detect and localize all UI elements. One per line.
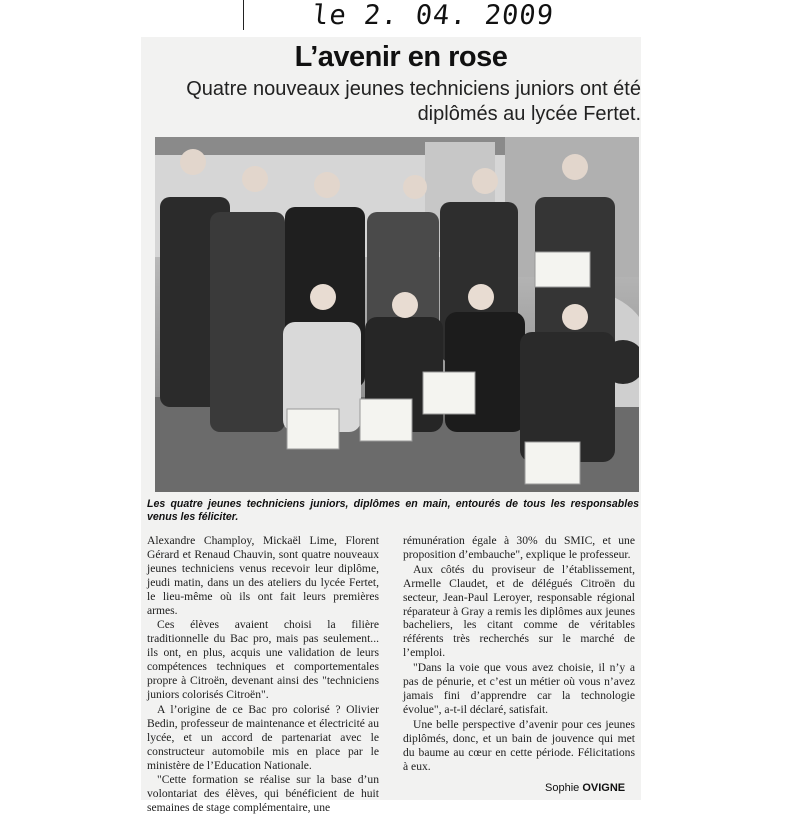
- article-column-left: [147, 534, 379, 816]
- article-paragraph: Alexandre Champloy, Mickaël Lime, Florent Gérard et Renaud Chauvin, sont quatre nouveaux jeunes techniciens venus recevoir leur diplôme, jeudi matin, dans un des ateliers du lycée Fertet, le lieu-même où ils ont fait leurs premières armes.: [147, 534, 379, 617]
- handwritten-date: le 2. 04. 2009: [310, 0, 556, 31]
- article-paragraph: rémunération égale à 30% du SMIC, et une proposition d’embauche", explique le professeur.: [403, 534, 635, 561]
- article-column-right: [403, 534, 635, 774]
- photo-caption: Les quatre jeunes techniciens juniors, diplômes en main, entourés de tous les responsables venus les féliciter.: [147, 498, 639, 523]
- author-first-name: Sophie: [545, 782, 580, 794]
- article-paragraph: "Dans la voie que vous avez choisie, il n’y a pas de pénurie, et c’est un métier où vous n’avez jamais fini d’apprendre car la technologie évolue", a-t-il déclaré, satisfait.: [403, 661, 635, 716]
- article-subheadline: Quatre nouveaux jeunes techniciens juniors ont été diplômés au lycée Fertet.: [186, 78, 641, 125]
- article-paragraph: A l’origine de ce Bac pro colorisé ? Olivier Bedin, professeur de maintenance et électricité au lycée, et un accord de partenariat avec le constructeur automobile mis en place par le ministère de l’Education Nationale.: [147, 702, 379, 772]
- margin-line: [243, 0, 244, 30]
- article-paragraph: Ces élèves avaient choisi la filière traditionnelle du Bac pro, mais pas seulement... ils ont, en plus, acquis une validation de leurs compétences techniques et comportementales propre à Citroën, devenant ainsi des "techniciens juniors colorisés Citroën".: [147, 618, 379, 701]
- newspaper-clipping: [141, 37, 641, 815]
- author-last-name: OVIGNE: [582, 782, 626, 794]
- article-paragraph: Une belle perspective d’avenir pour ces jeunes diplômés, donc, et un bain de jouvence qui met du baume au cœur en cette période. Félicitations à eux.: [403, 717, 635, 773]
- article-paragraph: Aux côtés du proviseur de l’établissement, Armelle Claudet, et de délégués Citroën du secteur, Jean-Paul Leroyer, responsable régional réparateur à Gray a remis les diplômes aux jeunes bacheliers, les citant comme de véritables référents très recherchés sur le marché de l’emploi.: [403, 562, 635, 660]
- article-paragraph: "Cette formation se réalise sur la base d’un volontariat des élèves, qui bénéficient de huit semaines de stage complémentaire, une: [147, 773, 379, 815]
- photo-illustration: [155, 137, 639, 492]
- article-headline: L’avenir en rose: [294, 41, 508, 73]
- group-photo: [155, 137, 639, 492]
- author-byline: [545, 782, 625, 794]
